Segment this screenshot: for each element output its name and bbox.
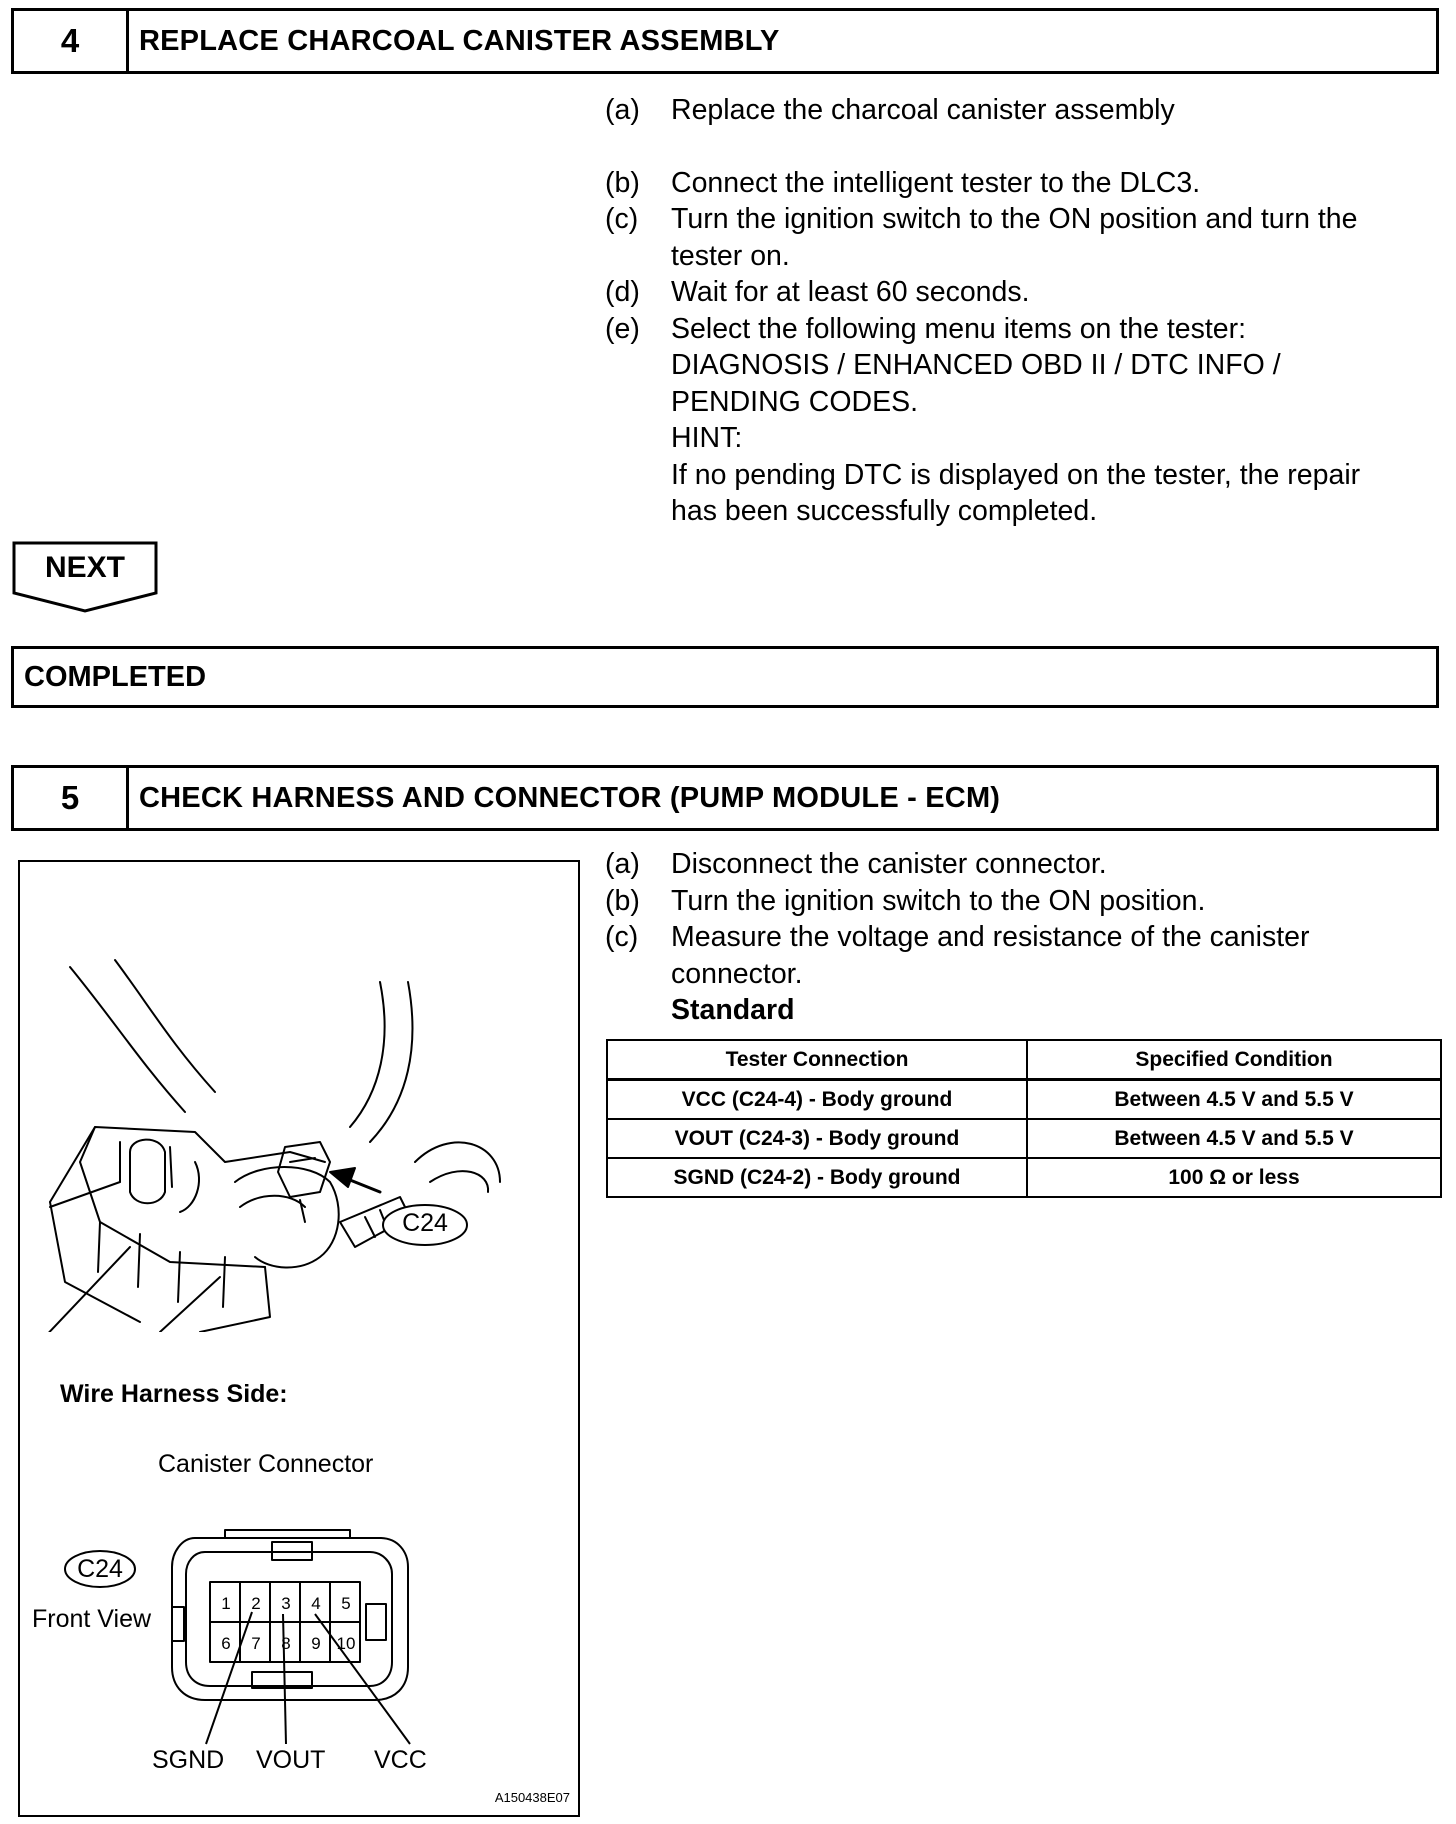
step-text-line: Disconnect the canister connector. xyxy=(671,848,1107,880)
step-text-line: Wait for at least 60 seconds. xyxy=(671,276,1030,308)
canister-connector-label: Canister Connector xyxy=(158,1450,374,1478)
figure-code: A150438E07 xyxy=(494,1790,570,1805)
step-5-number: 5 xyxy=(14,768,129,828)
list-item xyxy=(605,92,1441,129)
pin-label: 10 xyxy=(336,1634,356,1653)
step-5-instructions xyxy=(605,846,1441,1029)
step-4-title: REPLACE CHARCOAL CANISTER ASSEMBLY xyxy=(139,24,780,57)
spec-table-header xyxy=(607,1040,1441,1080)
step-label: (a) xyxy=(605,848,640,880)
pin-label: 9 xyxy=(311,1634,321,1653)
terminal-label-vout: VOUT xyxy=(256,1746,326,1774)
pin-label: 7 xyxy=(251,1634,261,1653)
step-4-header xyxy=(11,8,1439,74)
step-text xyxy=(671,165,1441,202)
pin-label: 4 xyxy=(311,1594,321,1613)
step-text xyxy=(671,846,1441,883)
c24-tag-label: C24 xyxy=(77,1555,123,1583)
table-row xyxy=(607,1080,1441,1120)
list-item xyxy=(605,201,1441,274)
spec-cell: SGND (C24-2) - Body ground xyxy=(607,1158,1027,1197)
step-label: (c) xyxy=(605,203,639,235)
step-4-instructions xyxy=(605,92,1441,530)
completed-bar: COMPLETED xyxy=(11,646,1439,708)
step-text-line: Measure the voltage and resistance of the canister xyxy=(671,921,1310,953)
step-label: (c) xyxy=(605,921,639,953)
step-text-line: Turn the ignition switch to the ON position and turn the xyxy=(671,203,1358,235)
step-5-header xyxy=(11,765,1439,831)
standard-label: Standard xyxy=(671,994,795,1026)
spec-header-condition: Specified Condition xyxy=(1027,1040,1441,1080)
pin-label: 2 xyxy=(251,1594,261,1613)
step-text-line: Connect the intelligent tester to the DLC3. xyxy=(671,166,1201,199)
pin-label: 1 xyxy=(221,1594,231,1613)
list-item xyxy=(605,165,1441,202)
step-text-line: connector. xyxy=(671,957,803,990)
wire-harness-side-label: Wire Harness Side: xyxy=(60,1380,288,1408)
table-row xyxy=(607,1158,1441,1197)
step-text-line: Select the following menu items on the tester: xyxy=(671,312,1247,345)
spec-cell: Between 4.5 V and 5.5 V xyxy=(1027,1080,1441,1120)
spec-header-connection: Tester Connection xyxy=(607,1040,1027,1080)
terminal-label-vcc: VCC xyxy=(374,1746,427,1774)
table-row xyxy=(607,1119,1441,1158)
step-label: (d) xyxy=(605,276,640,308)
connector-figure xyxy=(18,860,580,1817)
spec-cell: VOUT (C24-3) - Body ground xyxy=(607,1119,1027,1158)
list-item xyxy=(605,311,1441,530)
step-label: (b) xyxy=(605,884,640,917)
step-text-line: PENDING CODES. xyxy=(671,385,919,418)
step-text xyxy=(671,311,1441,530)
next-label: NEXT xyxy=(44,551,125,584)
list-item xyxy=(605,919,1441,992)
step-text-line: has been successfully completed. xyxy=(671,495,1098,527)
step-text-line: HINT: xyxy=(671,422,743,454)
step-text-line: Replace the charcoal canister assembly xyxy=(671,94,1175,126)
step-text-line: DIAGNOSIS / ENHANCED OBD II / DTC INFO / xyxy=(671,349,1281,381)
terminal-label-sgnd: SGND xyxy=(152,1746,225,1774)
spec-table xyxy=(606,1039,1442,1198)
spec-cell: 100 Ω or less xyxy=(1027,1158,1441,1197)
step-text xyxy=(671,201,1441,274)
step-text xyxy=(671,883,1441,920)
step-text xyxy=(671,919,1441,992)
step-text xyxy=(671,92,1441,129)
step-label: (a) xyxy=(605,94,640,126)
list-item xyxy=(605,274,1441,311)
list-item xyxy=(605,992,1441,1029)
step-label: (e) xyxy=(605,312,640,345)
pin-label: 6 xyxy=(221,1634,231,1653)
next-button[interactable] xyxy=(12,541,158,613)
step-label: (b) xyxy=(605,166,640,199)
step-4-number: 4 xyxy=(14,11,129,71)
list-item xyxy=(605,883,1441,920)
connector-face-icon xyxy=(20,862,578,1817)
pin-label: 5 xyxy=(341,1594,351,1613)
c24-callout-label: C24 xyxy=(402,1209,448,1237)
pin-label: 8 xyxy=(281,1634,291,1653)
list-item xyxy=(605,846,1441,883)
step-5-title: CHECK HARNESS AND CONNECTOR (PUMP MODULE - ECM) xyxy=(139,781,1001,814)
front-view-label: Front View xyxy=(32,1605,152,1633)
spec-cell: VCC (C24-4) - Body ground xyxy=(607,1080,1027,1120)
step-text-line: If no pending DTC is displayed on the tester, the repair xyxy=(671,458,1361,491)
pin-label: 3 xyxy=(281,1594,291,1613)
step-text-line: tester on. xyxy=(671,239,790,272)
step-text xyxy=(671,274,1441,311)
spec-cell: Between 4.5 V and 5.5 V xyxy=(1027,1119,1441,1158)
step-text-line: Turn the ignition switch to the ON position. xyxy=(671,884,1206,917)
